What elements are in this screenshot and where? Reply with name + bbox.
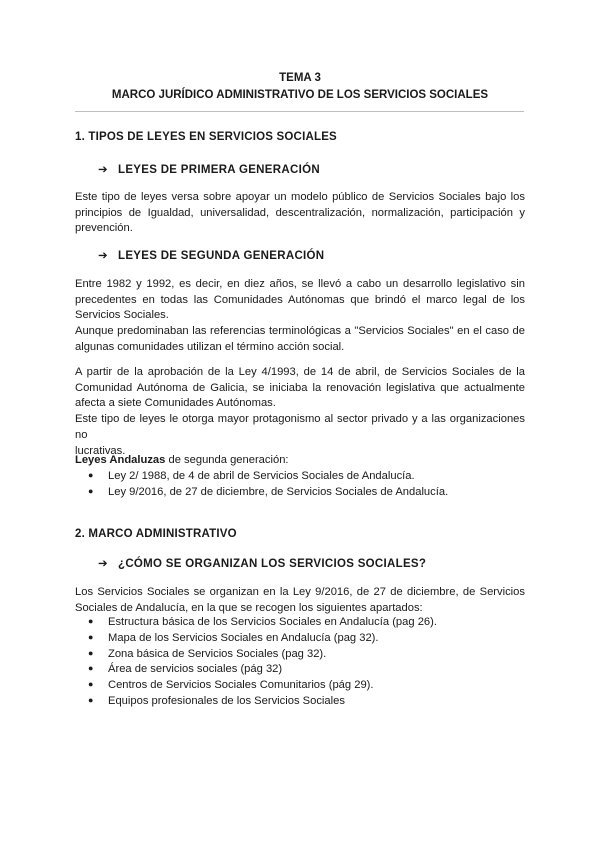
arrow-right-icon: ➔ <box>98 164 108 176</box>
leyes-andaluzas-rest: de segunda generación: <box>165 454 289 466</box>
arrow-right-icon: ➔ <box>98 250 108 262</box>
list-item: ● Centros de Servicios Sociales Comunitarios (pág 29). <box>88 679 374 692</box>
list-item: ● Equipos profesionales de los Servicios Sociales <box>88 694 345 707</box>
paragraph-line: Este tipo de leyes le otorga mayor protagonismo al sector privado y a las organizaciones no <box>75 413 525 441</box>
leyes-andaluzas-intro <box>75 453 525 469</box>
segunda-generacion-paragraph-1 <box>75 277 525 356</box>
subsection-organizan-label: ¿CÓMO SE ORGANIZAN LOS SERVICIOS SOCIALES? <box>118 558 427 570</box>
subsection-organizan-heading <box>98 556 426 570</box>
andaluzas-law-list <box>88 469 448 501</box>
apartados-list <box>88 615 437 710</box>
leyes-andaluzas-bold: Leyes Andaluzas <box>75 454 166 466</box>
list-item: ● Mapa de los Servicios Sociales en Andalucía (pag 32). <box>88 631 379 644</box>
segunda-generacion-paragraph-2 <box>75 365 525 459</box>
bullet-icon: ● <box>88 485 94 496</box>
bullet-icon: ● <box>88 694 94 705</box>
paragraph-line: lucrativas. <box>75 444 126 457</box>
paragraph-line: Servicios Sociales. <box>75 309 169 322</box>
paragraph-line: Sociales de Andalucía, en la que se recogen los siguientes apartados: <box>75 601 423 614</box>
section-1-heading: 1. TIPOS DE LEYES EN SERVICIOS SOCIALES <box>75 131 337 143</box>
bullet-icon: ● <box>88 663 94 674</box>
bullet-icon: ● <box>88 470 94 480</box>
paragraph-line: Aunque predominaban las referencias terminológicas a "Servicios Sociales" en el caso de <box>75 325 525 338</box>
subsection-segunda-label: LEYES DE SEGUNDA GENERACIÓN <box>118 250 325 262</box>
list-item: ● Ley 2/ 1988, de 4 de abril de Servicios Sociales de Andalucía. <box>88 470 415 482</box>
bullet-icon: ● <box>88 647 94 658</box>
arrow-right-icon: ➔ <box>98 558 108 570</box>
paragraph-line: Entre 1982 y 1992, es decir, en diez años, se llevó a cabo un desarrollo legislativo sin <box>75 278 525 290</box>
subsection-primera-heading <box>98 162 320 176</box>
list-item: ● Zona básica de Servicios Sociales (pag 32). <box>88 647 327 660</box>
subsection-segunda-heading <box>98 248 324 262</box>
organizacion-paragraph <box>75 585 525 616</box>
paragraph-line: afecta a siete Comunidades Autónomas. <box>75 397 276 410</box>
paragraph-line: A partir de la aprobación de la Ley 4/1993, de 14 de abril, de Servicios Sociales de la <box>75 366 525 378</box>
section-2-heading: 2. MARCO ADMINISTRATIVO <box>75 528 237 540</box>
paragraph-line: algunas comunidades utilizan el término acción social. <box>75 340 345 353</box>
bullet-icon: ● <box>88 616 94 626</box>
document-subtitle: MARCO JURÍDICO ADMINISTRATIVO DE LOS SERVICIOS SOCIALES <box>111 89 489 101</box>
subsection-primera-label: LEYES DE PRIMERA GENERACIÓN <box>118 164 320 176</box>
paragraph-line: Comunidad Autónoma de Galicia, se iniciaba la renovación legislativa que actualmente <box>75 381 525 394</box>
bullet-icon: ● <box>88 679 94 690</box>
bullet-icon: ● <box>88 631 94 642</box>
list-item: ● Estructura básica de los Servicios Sociales en Andalucía (pag 26). <box>88 616 437 628</box>
paragraph-line: Los Servicios Sociales se organizan en la Ley 9/2016, de 27 de diciembre, de Servicios <box>75 586 525 598</box>
document-title: TEMA 3 <box>279 72 321 84</box>
primera-generacion-paragraph: Este tipo de leyes versa sobre apoyar un modelo público de Servicios Sociales bajo los principios de Igualdad, universalidad, descentralización, normalización, participación y prevención. <box>75 191 525 235</box>
list-item: ● Ley 9/2016, de 27 de diciembre, de Servicios Sociales de Andalucía. <box>88 485 449 498</box>
paragraph-line: precedentes en todas las Comunidades Autónomas que brindó el marco legal de los <box>75 293 525 306</box>
title-divider <box>75 111 524 112</box>
list-item: ● Área de servicios sociales (pág 32) <box>88 663 283 676</box>
